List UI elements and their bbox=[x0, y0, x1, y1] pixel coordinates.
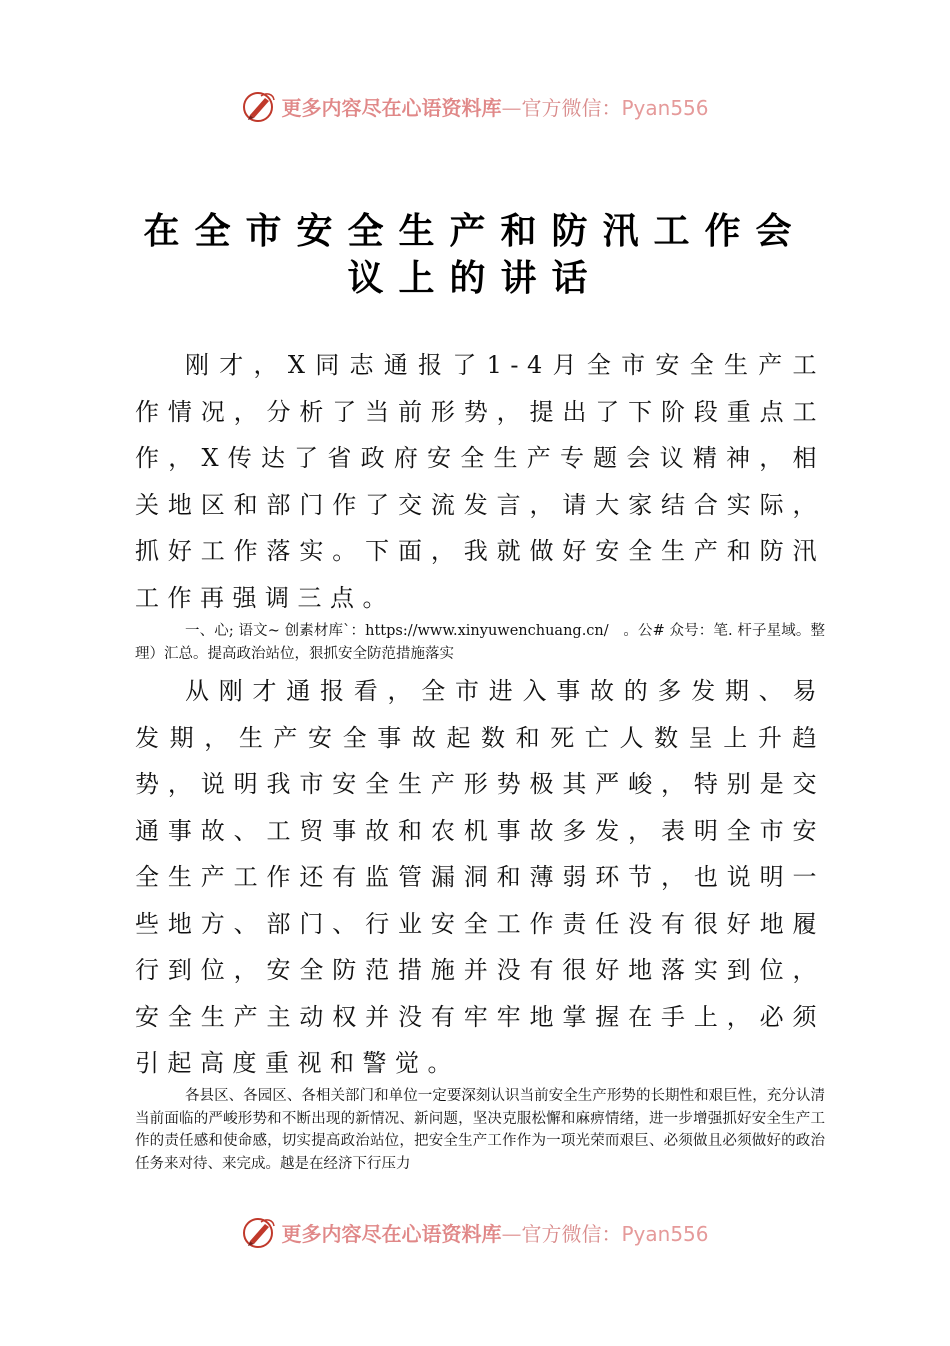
body-paragraph-requirements: 各县区、各园区、各相关部门和单位一定要深刻认识当前安全生产形势的长期性和艰巨性，充分认清当前面临的严峻形势和不断出现的新情况、新问题，坚决克服松懈和麻痹情绪，进一步增强抓好安全生产工作的责任感和使命感，切实提高政治站位，把安全生产工作作为一项光荣而艰巨、必须做且必须做好的政治任务来对待、来完成。越是在经济下行压力 bbox=[135, 1088, 825, 1172]
watermark-wechat-id: Pyan556 bbox=[621, 95, 709, 120]
watermark-brand: 更多内容尽在心语资料库 bbox=[281, 95, 502, 120]
watermark-official-label: 官方微信： bbox=[521, 1221, 622, 1246]
pen-logo-icon bbox=[241, 88, 277, 124]
watermark-text bbox=[281, 1218, 708, 1247]
body-paragraph-intro: 刚才，X同志通报了1-4月全市安全生产工作情况，分析了当前形势，提出了下阶段重点工作，X传达了省政府安全生产专题会议精神，相关地区和部门作了交流发言，请大家结合实际，抓好工作落实。下面，我就做好安全生产和防汛工作再强调三点。 bbox=[135, 351, 825, 612]
watermark-separator: — bbox=[501, 1221, 522, 1246]
watermark-wechat-id: Pyan556 bbox=[621, 1221, 709, 1246]
watermark-official-label: 官方微信： bbox=[521, 95, 622, 120]
watermark-footer bbox=[0, 1210, 950, 1254]
watermark-brand: 更多内容尽在心语资料库 bbox=[281, 1221, 502, 1246]
watermark-text bbox=[281, 92, 708, 121]
pen-logo-icon bbox=[241, 1214, 277, 1250]
document-title-line-1: 在全市安全生产和防汛工作会 bbox=[143, 211, 807, 252]
document-title-line-2: 议上的讲话 bbox=[347, 258, 603, 299]
body-paragraph-situation: 从刚才通报看，全市进入事故的多发期、易发期，生产安全事故起数和死亡人数呈上升趋势，说明我市安全生产形势极其严峻，特别是交通事故、工贸事故和农机事故多发，表明全市安全生产工作还有监管漏洞和薄弱环节，也说明一些地方、部门、行业安全工作责任没有很好地履行到位，安全防范措施并没有很好地落实到位，安全生产主动权并没有牢牢地掌握在手上，必须引起高度重视和警觉。 bbox=[135, 677, 825, 1077]
section-heading-note: 一、心; 语文~ 创素材库`：https://www.xinyuwenchuang.cn/ 。公# 众号：笔. 杆子星域。整理）汇总。提高政治站位，狠抓安全防范措施落实 bbox=[135, 623, 825, 662]
watermark-header bbox=[0, 84, 950, 128]
watermark-separator: — bbox=[501, 95, 522, 120]
